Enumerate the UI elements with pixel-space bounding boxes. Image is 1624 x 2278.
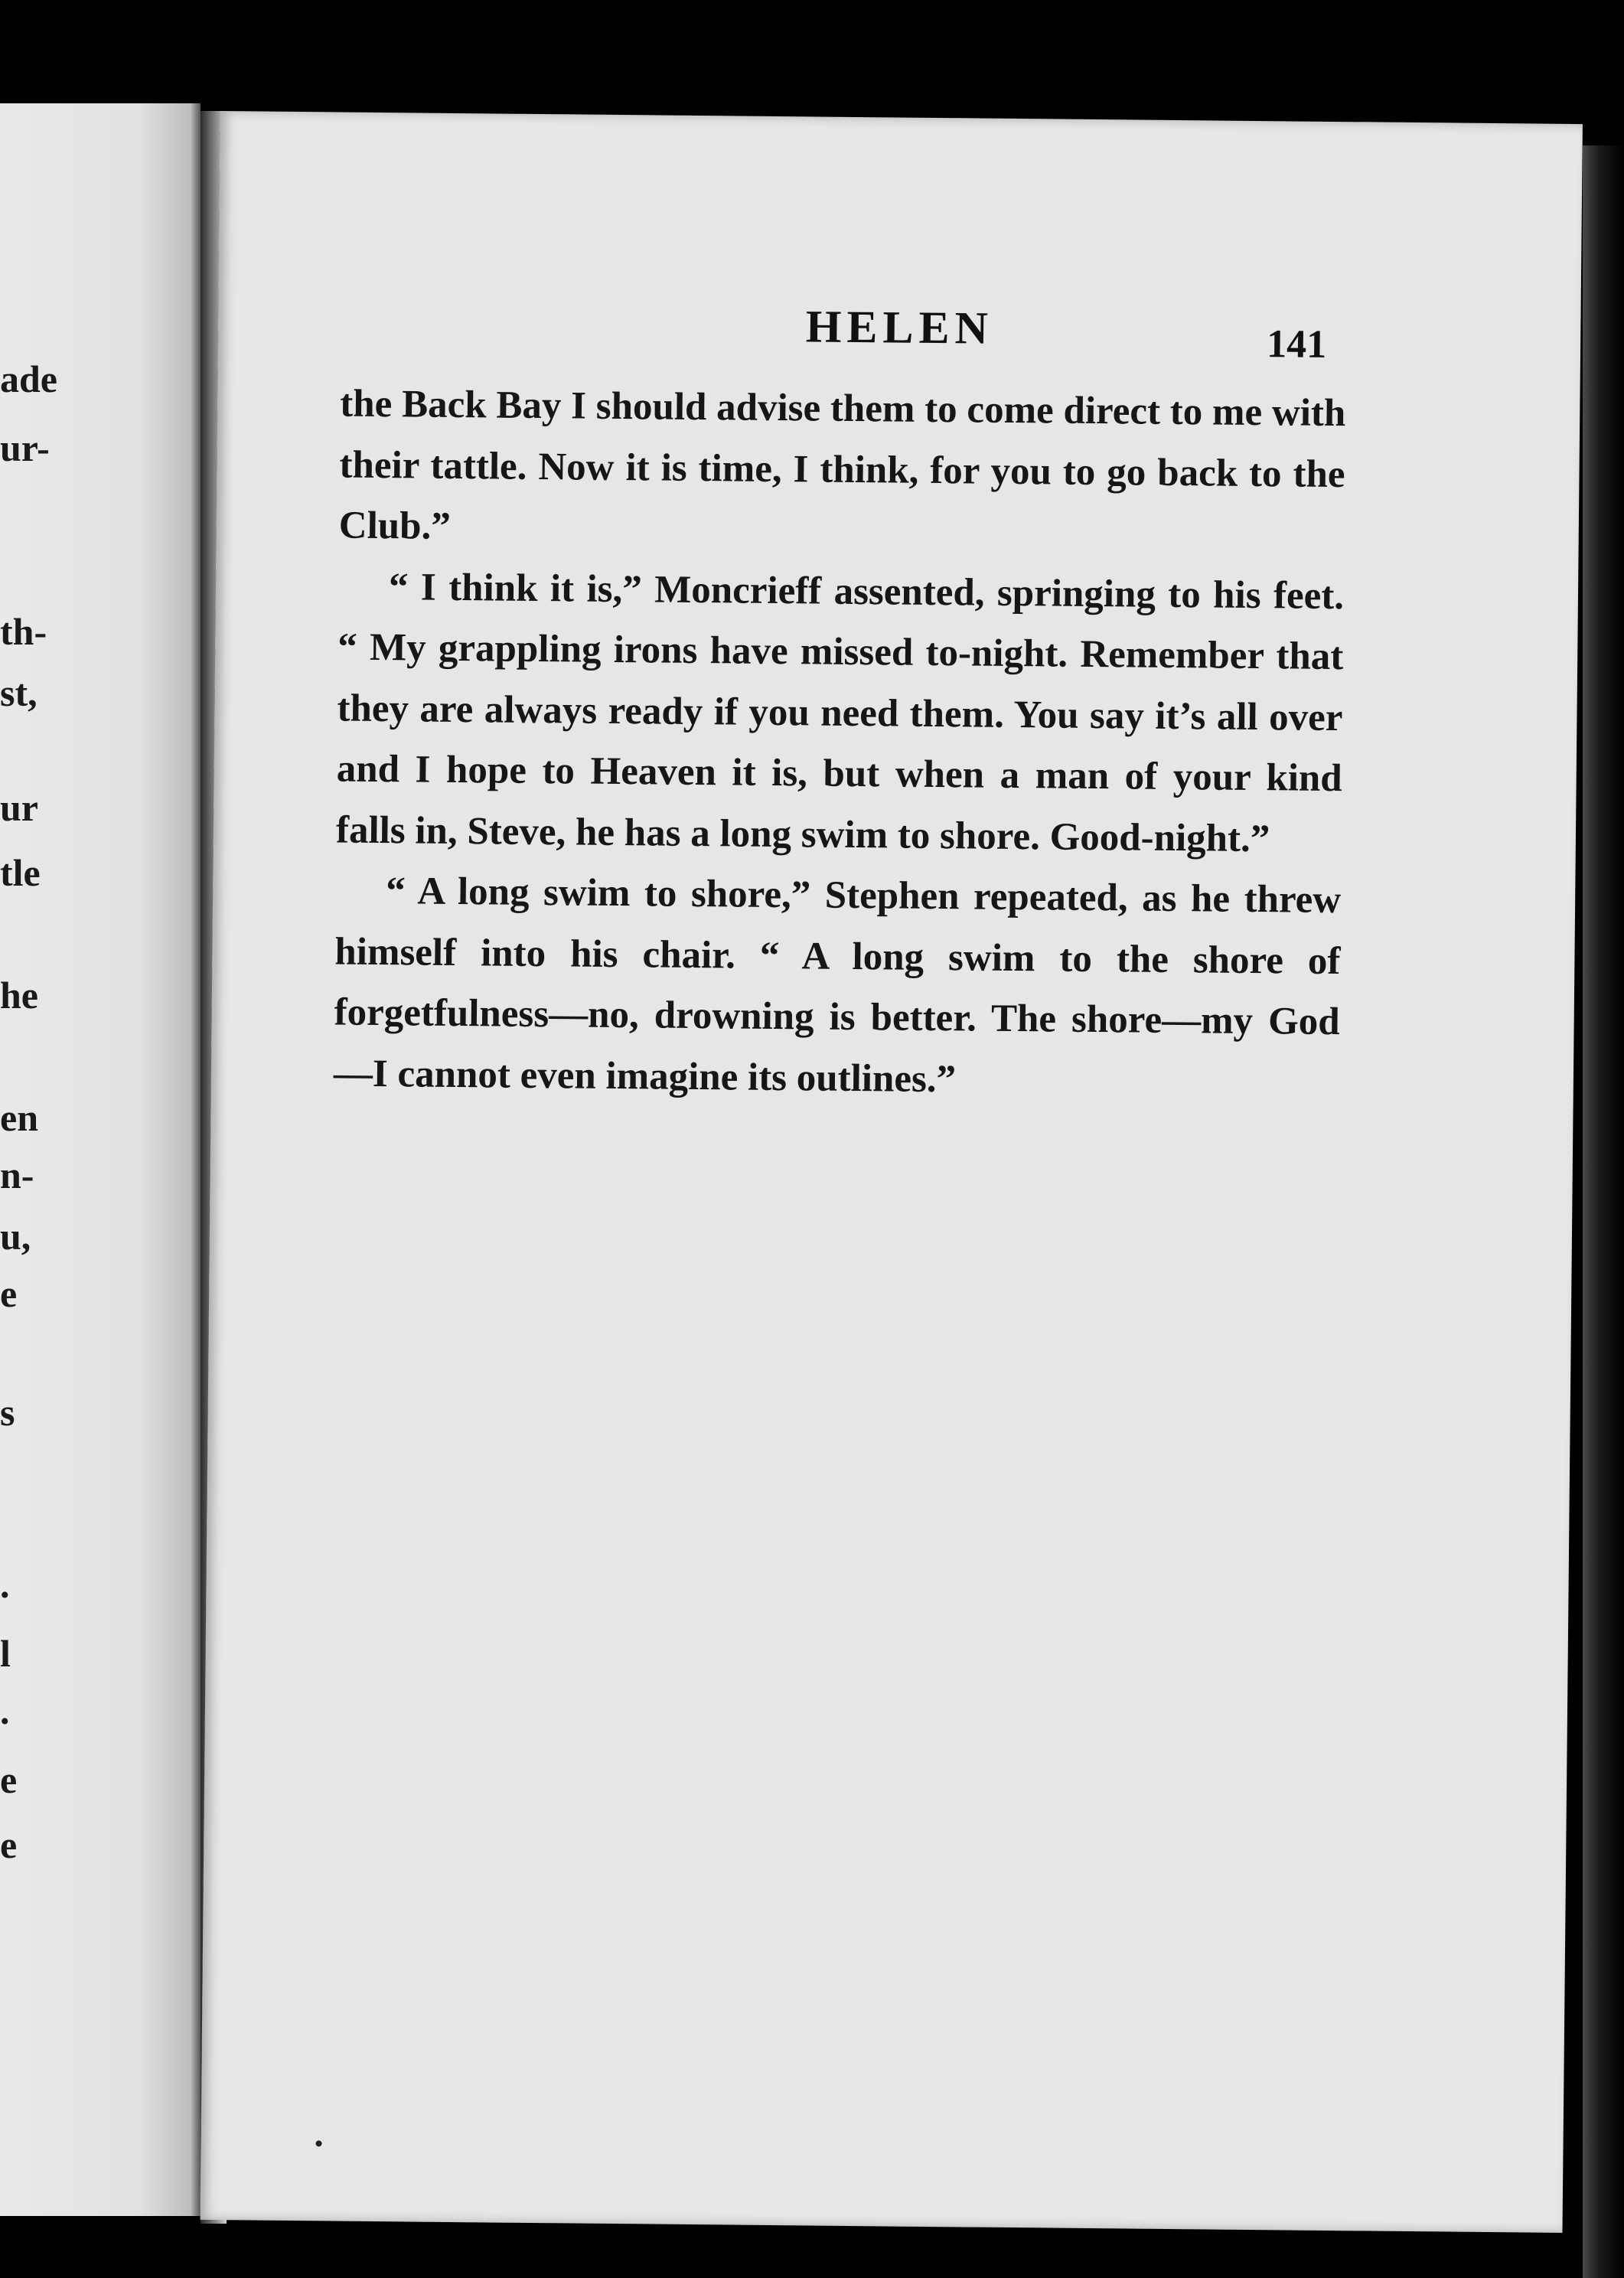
page-edge-shadow xyxy=(1583,145,1624,2278)
ink-speck xyxy=(315,2140,321,2146)
left-page-fragment: . xyxy=(0,1563,10,1606)
left-page-fragment: ur- xyxy=(0,426,50,469)
left-page-fragment: . xyxy=(0,1689,10,1732)
left-page-fragment: he xyxy=(0,974,38,1017)
left-page-fragment: u, xyxy=(0,1215,31,1258)
left-page xyxy=(0,103,201,2216)
right-page xyxy=(201,111,1583,2233)
left-page-fragment: th- xyxy=(0,610,47,653)
left-page-fragment: n- xyxy=(0,1154,34,1196)
left-page-fragment: ur xyxy=(0,786,38,829)
left-page-fragment: e xyxy=(0,1823,18,1866)
left-page-fragment: s xyxy=(0,1391,15,1434)
left-page-fragment: l xyxy=(0,1632,11,1675)
left-page-fragment: tle xyxy=(0,851,41,894)
body-text xyxy=(334,374,1346,1115)
left-page-fragment: e xyxy=(0,1272,18,1315)
paragraph: “ I think it is,” Moncrieff assented, springing to his feet. “ My grappling irons have missed to-night. Remember that they are always ready if you need them. You say it’s all over and I hope to Heaven it is, but when a man of your kind falls in, Steve, he has a long swim to shore. Good-night.” xyxy=(335,565,1345,860)
paragraph: “ A long swim to shore,” Stephen repeated, as he threw himself into his chair. “ A long swim to the shore of forgetfulness—no, drowning is better. The shore—my God—I cannot even imagine its outlines.” xyxy=(333,870,1342,1101)
page-number: 141 xyxy=(1266,322,1327,367)
left-page-fragment: e xyxy=(0,1758,18,1801)
paragraph: the Back Bay I should advise them to come direct to me with their tattle. Now it is time, I think, for you to go back to the Club.” xyxy=(338,382,1346,548)
running-head: HELEN xyxy=(805,301,994,354)
left-page-fragment: st, xyxy=(0,671,38,714)
left-page-fragment: en xyxy=(0,1096,38,1139)
left-page-fragment: ade xyxy=(0,357,57,400)
